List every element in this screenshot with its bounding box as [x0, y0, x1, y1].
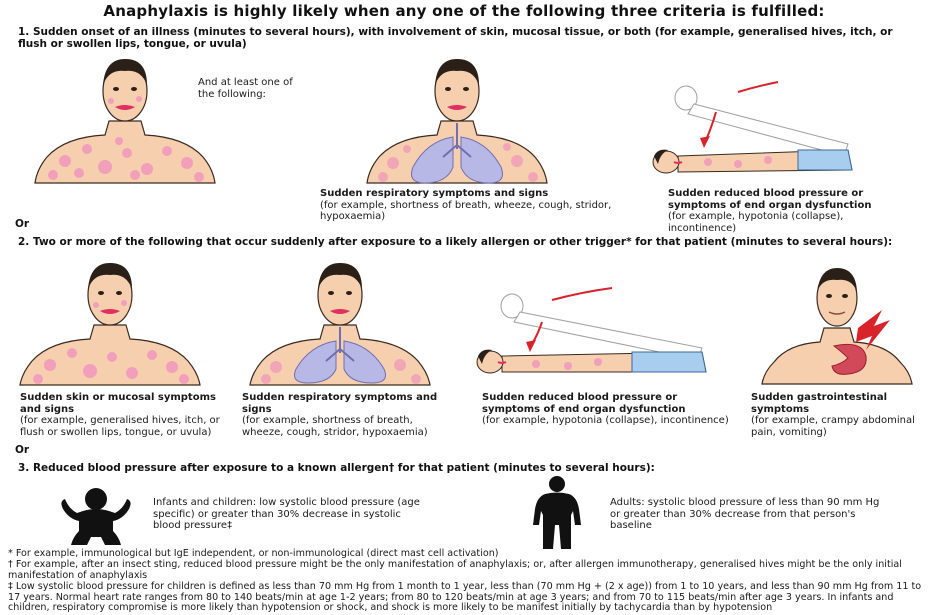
torso-figure-skin-1 [35, 57, 215, 183]
c1-blood-pressure-caption [668, 188, 913, 234]
adults-criterion-text: Adults: systolic blood pressure of less than 90 mm Hg or greater than 30% decrease from that person's baseline [610, 497, 880, 531]
or-separator-1: Or [15, 218, 30, 230]
or-separator-2: Or [15, 444, 30, 456]
footnote-2: † For example, after an insect sting, reduced blood pressure might be the only manifestation of anaphylaxis; or, after allergen immunotherapy, generalised hives might be the only initial manifestation of anaphylaxis [8, 559, 902, 581]
criterion-1-heading: 1. Sudden onset of an illness (minutes to several hours), with involvement of skin, mucosal tissue, or both (for example, generalised hives, itch, or flush or swollen lips, tongue, or uvula) [18, 26, 893, 50]
footnote-3: ‡ Low systolic blood pressure for children is defined as less than 70 mm Hg from 1 month to 1 year, less than (70 mm Hg + (2 x age)) from 1 to 10 years, and less than 90 mm Hg from 11 to 17 years. Normal heart rate ranges from 80 to 140 beats/min at age 1-2 years; from 80 to 120 beats/min at age 3 years; and from 70 to 115 beats/min after age 3 years. In infants and children, respiratory compromise is more likely than hypotension or shock, and shock is more likely to be manifest initially by tachycardia than by hypotension [8, 581, 922, 614]
c2-gastro-title: Sudden gastrointestinal symptoms [751, 392, 888, 415]
c2-bp-title: Sudden reduced blood pressure or symptoms of end organ dysfunction [482, 392, 686, 415]
c1-bp-detail: (for example, hypotonia (collapse), incontinence) [668, 211, 844, 234]
criterion-3-heading: 3. Reduced blood pressure after exposure to a known allergen† for that patient (minutes to several hours): [18, 462, 655, 474]
c2-gastro-detail: (for example, crampy abdominal pain, vomiting) [751, 415, 915, 438]
footnote-1: * For example, immunological but IgE independent, or non-immunological (direct mast cell activation) [8, 548, 499, 559]
c2-skin-caption [20, 392, 225, 438]
c2-respiratory-title: Sudden respiratory symptoms and signs [242, 392, 438, 415]
child-silhouette-icon [57, 487, 135, 547]
diagram-title: Anaphylaxis is highly likely when any one of the following three criteria is fulfilled: [103, 2, 825, 20]
c2-blood-pressure-caption [482, 392, 730, 427]
c1-respiratory-caption [320, 188, 625, 223]
collapse-figure-1 [648, 82, 873, 182]
c1-respiratory-title: Sudden respiratory symptoms and signs [320, 188, 549, 199]
c2-gastro-caption [751, 392, 921, 438]
c1-bp-title: Sudden reduced blood pressure or symptoms of end organ dysfunction [668, 188, 872, 211]
criterion-2-heading: 2. Two or more of the following that occur suddenly after exposure to a likely allergen or other trigger* for that patient (minutes to several hours): [18, 236, 893, 248]
torso-figure-respiratory-1 [367, 57, 547, 183]
torso-figure-gastro [762, 266, 912, 384]
c1-respiratory-detail: (for example, shortness of breath, wheeze, cough, stridor, hypoxaemia) [320, 199, 612, 222]
collapse-figure-2 [472, 286, 722, 386]
c2-respiratory-detail: (for example, shortness of breath, wheeze, cough, stridor, hypoxaemia) [242, 415, 428, 438]
torso-figure-respiratory-2 [250, 261, 430, 385]
children-criterion-text: Infants and children: low systolic blood pressure (age specific) or greater than 30% decrease in systolic blood pressure‡ [153, 497, 420, 531]
c2-respiratory-caption [242, 392, 457, 438]
c2-skin-title: Sudden skin or mucosal symptoms and signs [20, 392, 216, 415]
and-at-least-one-text: And at least one of the following: [198, 77, 293, 100]
c2-bp-detail: (for example, hypotonia (collapse), incontinence) [482, 415, 729, 426]
torso-figure-skin-2 [20, 261, 200, 385]
c2-skin-detail: (for example, generalised hives, itch, or flush or swollen lips, tongue, or uvula) [20, 415, 220, 438]
adult-silhouette-icon [527, 475, 587, 551]
